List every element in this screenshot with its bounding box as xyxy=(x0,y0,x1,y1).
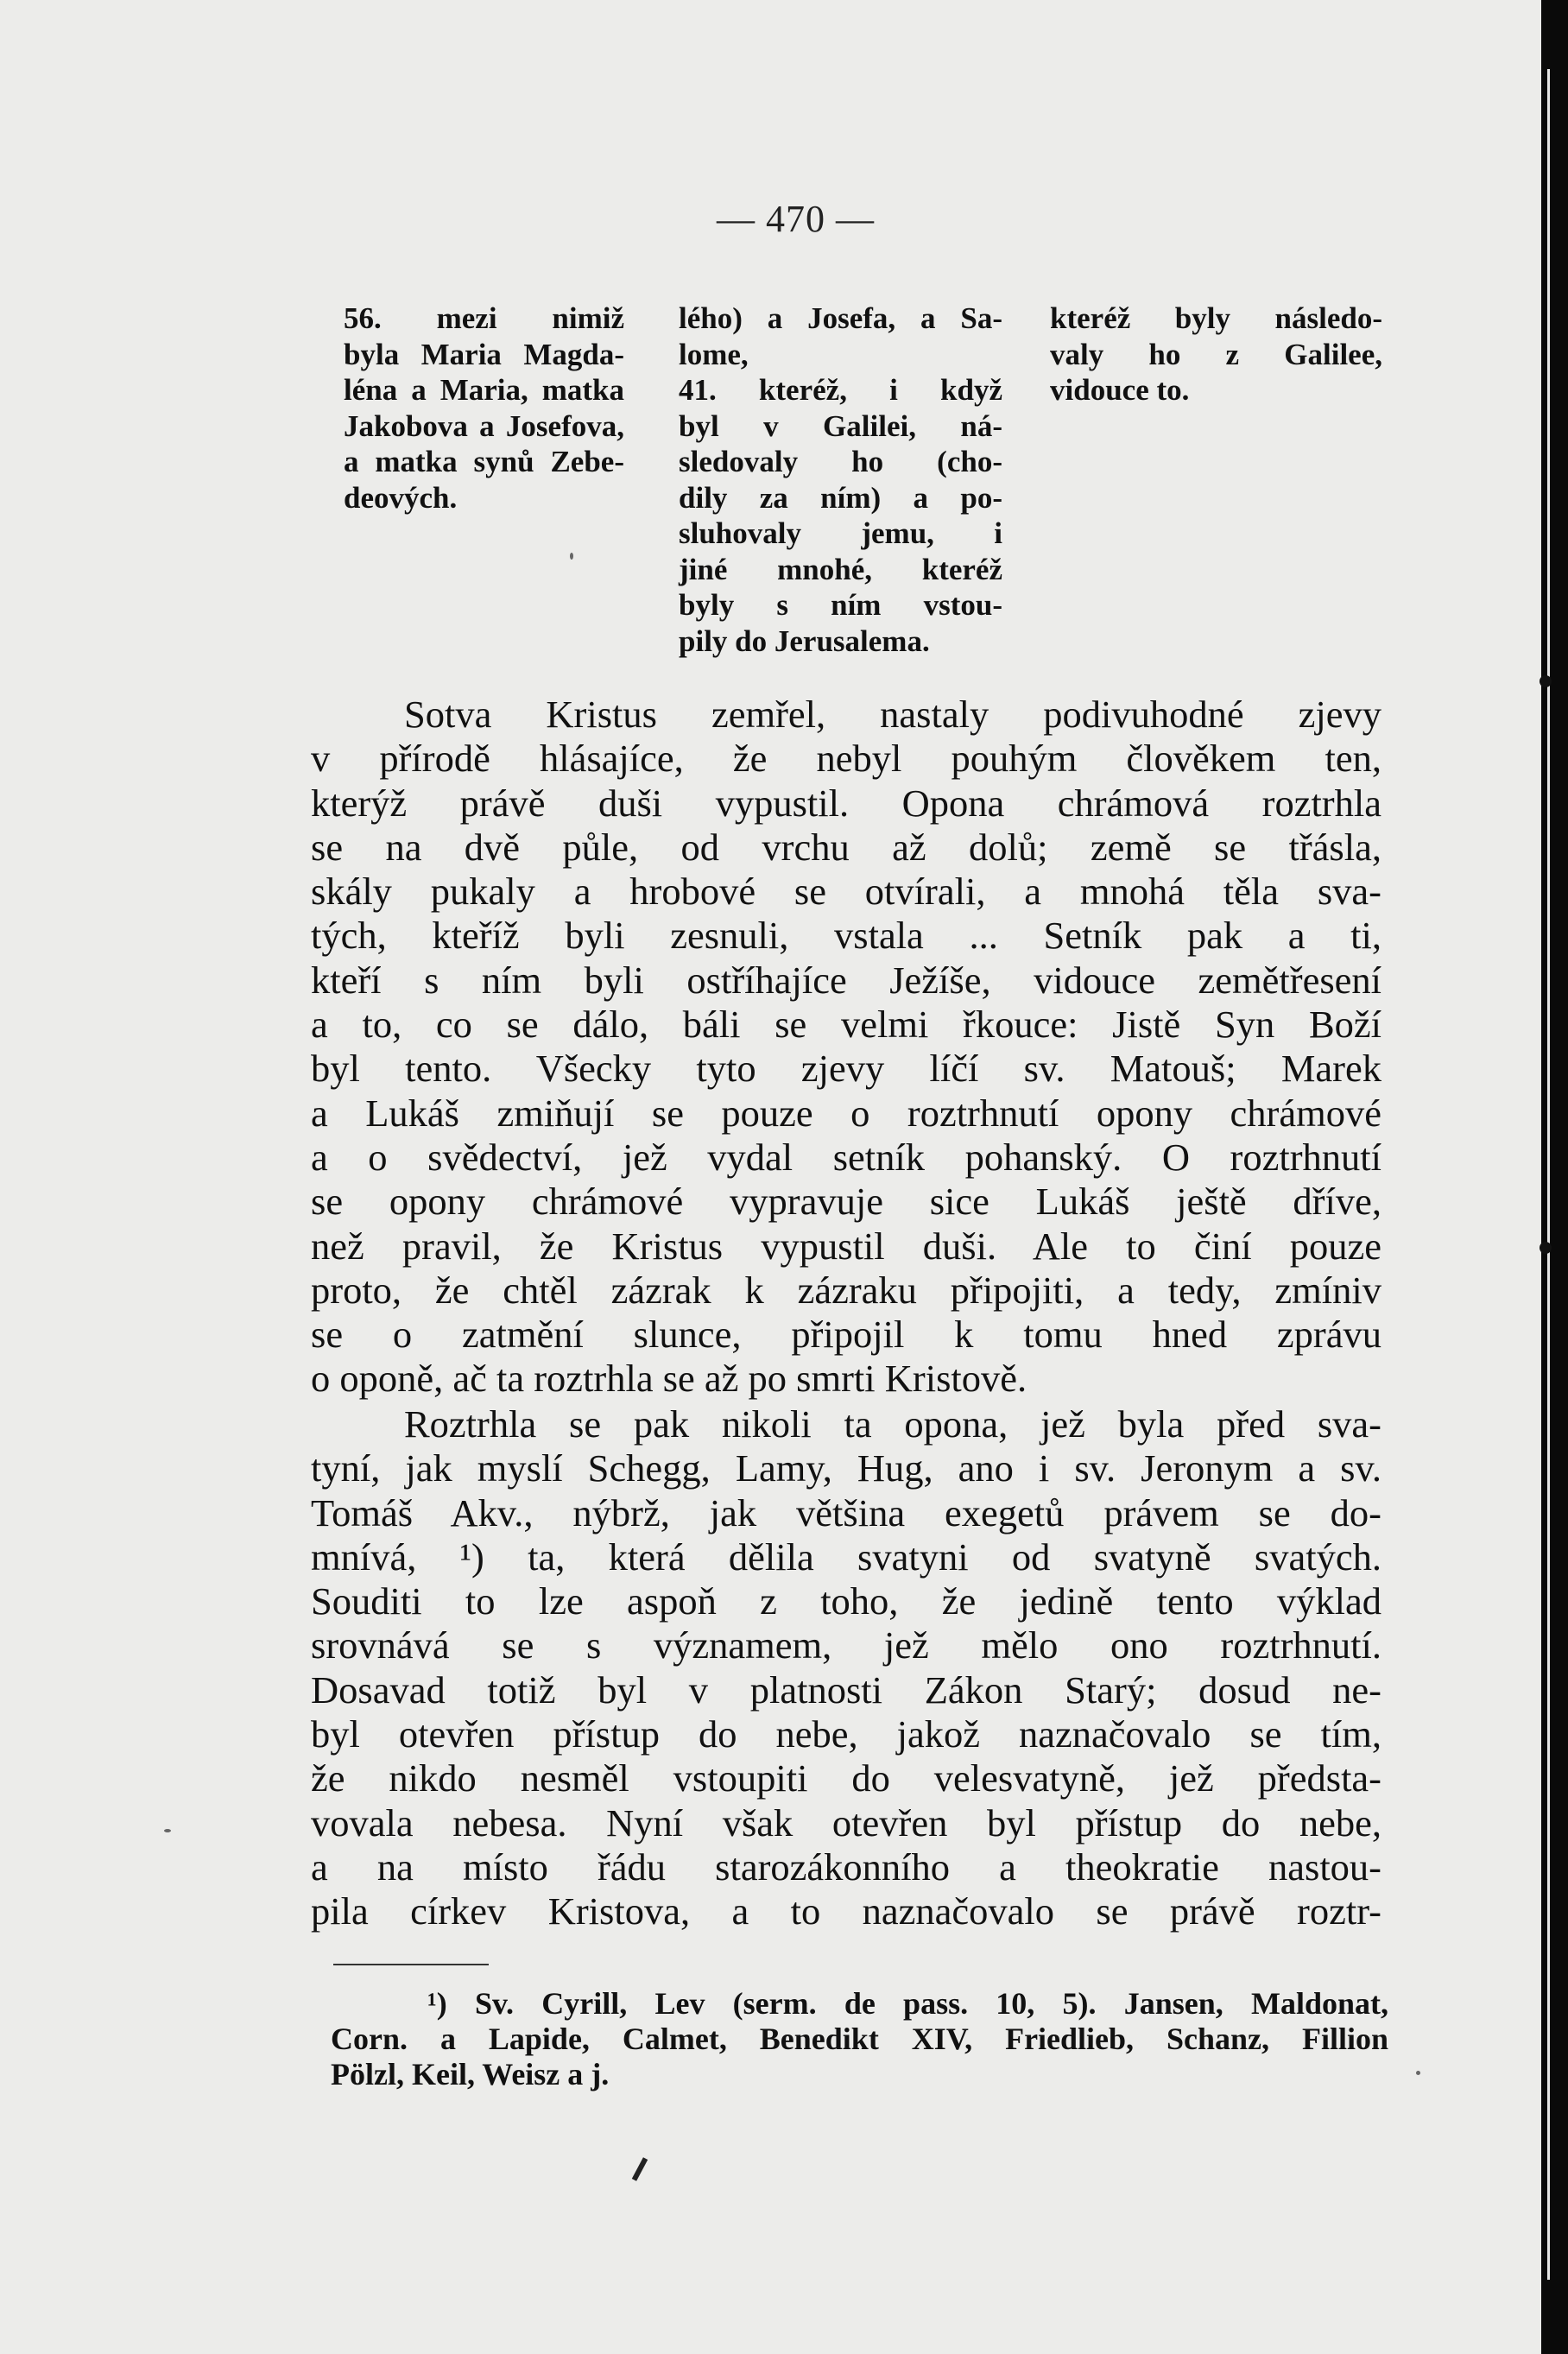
paragraph-line: tyní, jak myslí Schegg, Lamy, Hug, ano i sv. Jeronym a sv. xyxy=(311,1446,1381,1490)
footnote-divider xyxy=(333,1964,489,1965)
paragraph-line: se na dvě půle, od vrchu až dolů; země se třásla, xyxy=(311,825,1381,869)
column-line: byl v Galilei, ná- xyxy=(679,408,1002,443)
column-line: lome, xyxy=(679,337,749,371)
paragraph-line: v přírodě hlásajíce, že nebyl pouhým člověkem ten, xyxy=(311,737,1381,781)
paragraph-line: a Lukáš zmiňují se pouze o roztrhnutí opony chrámové xyxy=(311,1091,1381,1135)
paragraph-line: byl otevřen přístup do nebe, jakož naznačovalo se tím, xyxy=(311,1712,1381,1756)
paragraph-line: a o svědectví, jež vydal setník pohanský. O roztrhnutí xyxy=(311,1135,1381,1179)
page-number: — 470 — xyxy=(717,198,875,240)
paragraph-line: skály pukaly a hrobové se otvírali, a mnohá těla sva- xyxy=(311,870,1381,914)
column-line: 41. kteréž, i když xyxy=(679,373,1002,407)
column-line: deových. xyxy=(344,480,458,515)
paragraph-line: Sotva Kristus zemřel, nastaly podivuhodné zjevy xyxy=(404,693,1381,736)
paragraph-1 xyxy=(311,693,1381,1402)
paragraph-line: Tomáš Akv., nýbrž, jak většina exegetů právem se do- xyxy=(311,1490,1381,1535)
paragraph-line: že nikdo nesměl vstoupiti do velesvatyně, jež předsta- xyxy=(311,1756,1381,1800)
column-line: 56. mezi nimiž xyxy=(344,301,624,335)
column-line: lého) a Josefa, a Sa- xyxy=(679,301,1002,335)
footnote-line: ¹) Sv. Cyrill, Lev (serm. de pass. 10, 5). Jansen, Maldonat, xyxy=(427,1986,1388,2021)
paragraph-line: tých, kteříž byli zesnuli, vstala ... Setník pak a ti, xyxy=(311,914,1381,958)
paragraph-line: se opony chrámové vypravuje sice Lukáš ještě dříve, xyxy=(311,1180,1381,1224)
paragraph-line: pila církev Kristova, a to naznačovalo se právě roztr- xyxy=(311,1889,1381,1933)
column-line: byla Maria Magda- xyxy=(344,337,624,371)
footnote-line: Corn. a Lapide, Calmet, Benedikt XIV, Friedlieb, Schanz, Fillion xyxy=(331,2022,1388,2056)
column-line: pily do Jerusalema. xyxy=(679,623,930,658)
binding-mark xyxy=(1540,675,1552,687)
footnote xyxy=(331,1986,1388,2092)
column-line: sledovaly ho (cho- xyxy=(679,445,1002,478)
verse-column-left xyxy=(344,301,624,516)
paragraph-2 xyxy=(311,1402,1381,1934)
smudge xyxy=(570,553,573,560)
column-line: Jakobova a Josefova, xyxy=(344,408,624,443)
column-line: sluhovaly jemu, i xyxy=(679,516,1002,550)
verse-column-right xyxy=(1050,301,1382,408)
footnote-line: Pölzl, Keil, Weisz a j. xyxy=(331,2057,610,2091)
scan-edge-line xyxy=(1547,69,1550,2280)
paragraph-line: a to, co se dálo, báli se velmi řkouce: Jistě Syn Boží xyxy=(311,1003,1381,1047)
paragraph-line: a na místo řádu starozákonního a theokratie nastou- xyxy=(311,1845,1381,1889)
column-line: kteréž byly následo- xyxy=(1050,301,1382,335)
paragraph-line: kteří s ním byli ostříhajíce Ježíše, vidouce zemětřesení xyxy=(311,958,1381,1002)
column-line: jiné mnohé, kteréž xyxy=(679,552,1002,586)
verse-column-middle xyxy=(679,301,1002,659)
paragraph-line: než pravil, že Kristus vypustil duši. Ale to činí pouze xyxy=(311,1224,1381,1268)
column-line: a matka synů Zebe- xyxy=(344,445,624,478)
ink-mark xyxy=(632,2157,648,2181)
column-line: léna a Maria, matka xyxy=(344,373,624,407)
paragraph-line: proto, že chtěl zázrak k zázraku připojiti, a tedy, zmíniv xyxy=(311,1268,1381,1312)
paragraph-line: mnívá, ¹) ta, která dělila svatyni od svatyně svatých. xyxy=(311,1535,1381,1579)
paragraph-line: byl tento. Všecky tyto zjevy líčí sv. Matouš; Marek xyxy=(311,1047,1381,1091)
paragraph-line: Roztrhla se pak nikoli ta opona, jež byla před sva- xyxy=(404,1402,1381,1446)
paragraph-line: se o zatmění slunce, připojil k tomu hned zprávu xyxy=(311,1313,1381,1357)
column-line: vidouce to. xyxy=(1050,373,1190,407)
column-line: valy ho z Galilee, xyxy=(1050,337,1382,371)
paragraph-line: vovala nebesa. Nyní však otevřen byl přístup do nebe, xyxy=(311,1800,1381,1845)
scan-edge xyxy=(1541,0,1568,2354)
paragraph-line: kterýž právě duši vypustil. Opona chrámová roztrhla xyxy=(311,781,1381,825)
paragraph-line: srovnává se s významem, jež mělo ono roztrhnutí. xyxy=(311,1623,1381,1667)
binding-mark xyxy=(1540,1242,1552,1254)
paragraph-line: o oponě, ač ta roztrhla se až po smrti Kristově. xyxy=(311,1357,1027,1401)
paragraph-line: Souditi to lze aspoň z toho, že jedině tento výklad xyxy=(311,1579,1381,1623)
paragraph-line: Dosavad totiž byl v platnosti Zákon Starý; dosud ne- xyxy=(311,1667,1381,1712)
smudge xyxy=(164,1829,171,1832)
smudge xyxy=(1416,2071,1420,2075)
column-line: dily za ním) a po- xyxy=(679,480,1002,515)
column-line: byly s ním vstou- xyxy=(679,588,1002,622)
